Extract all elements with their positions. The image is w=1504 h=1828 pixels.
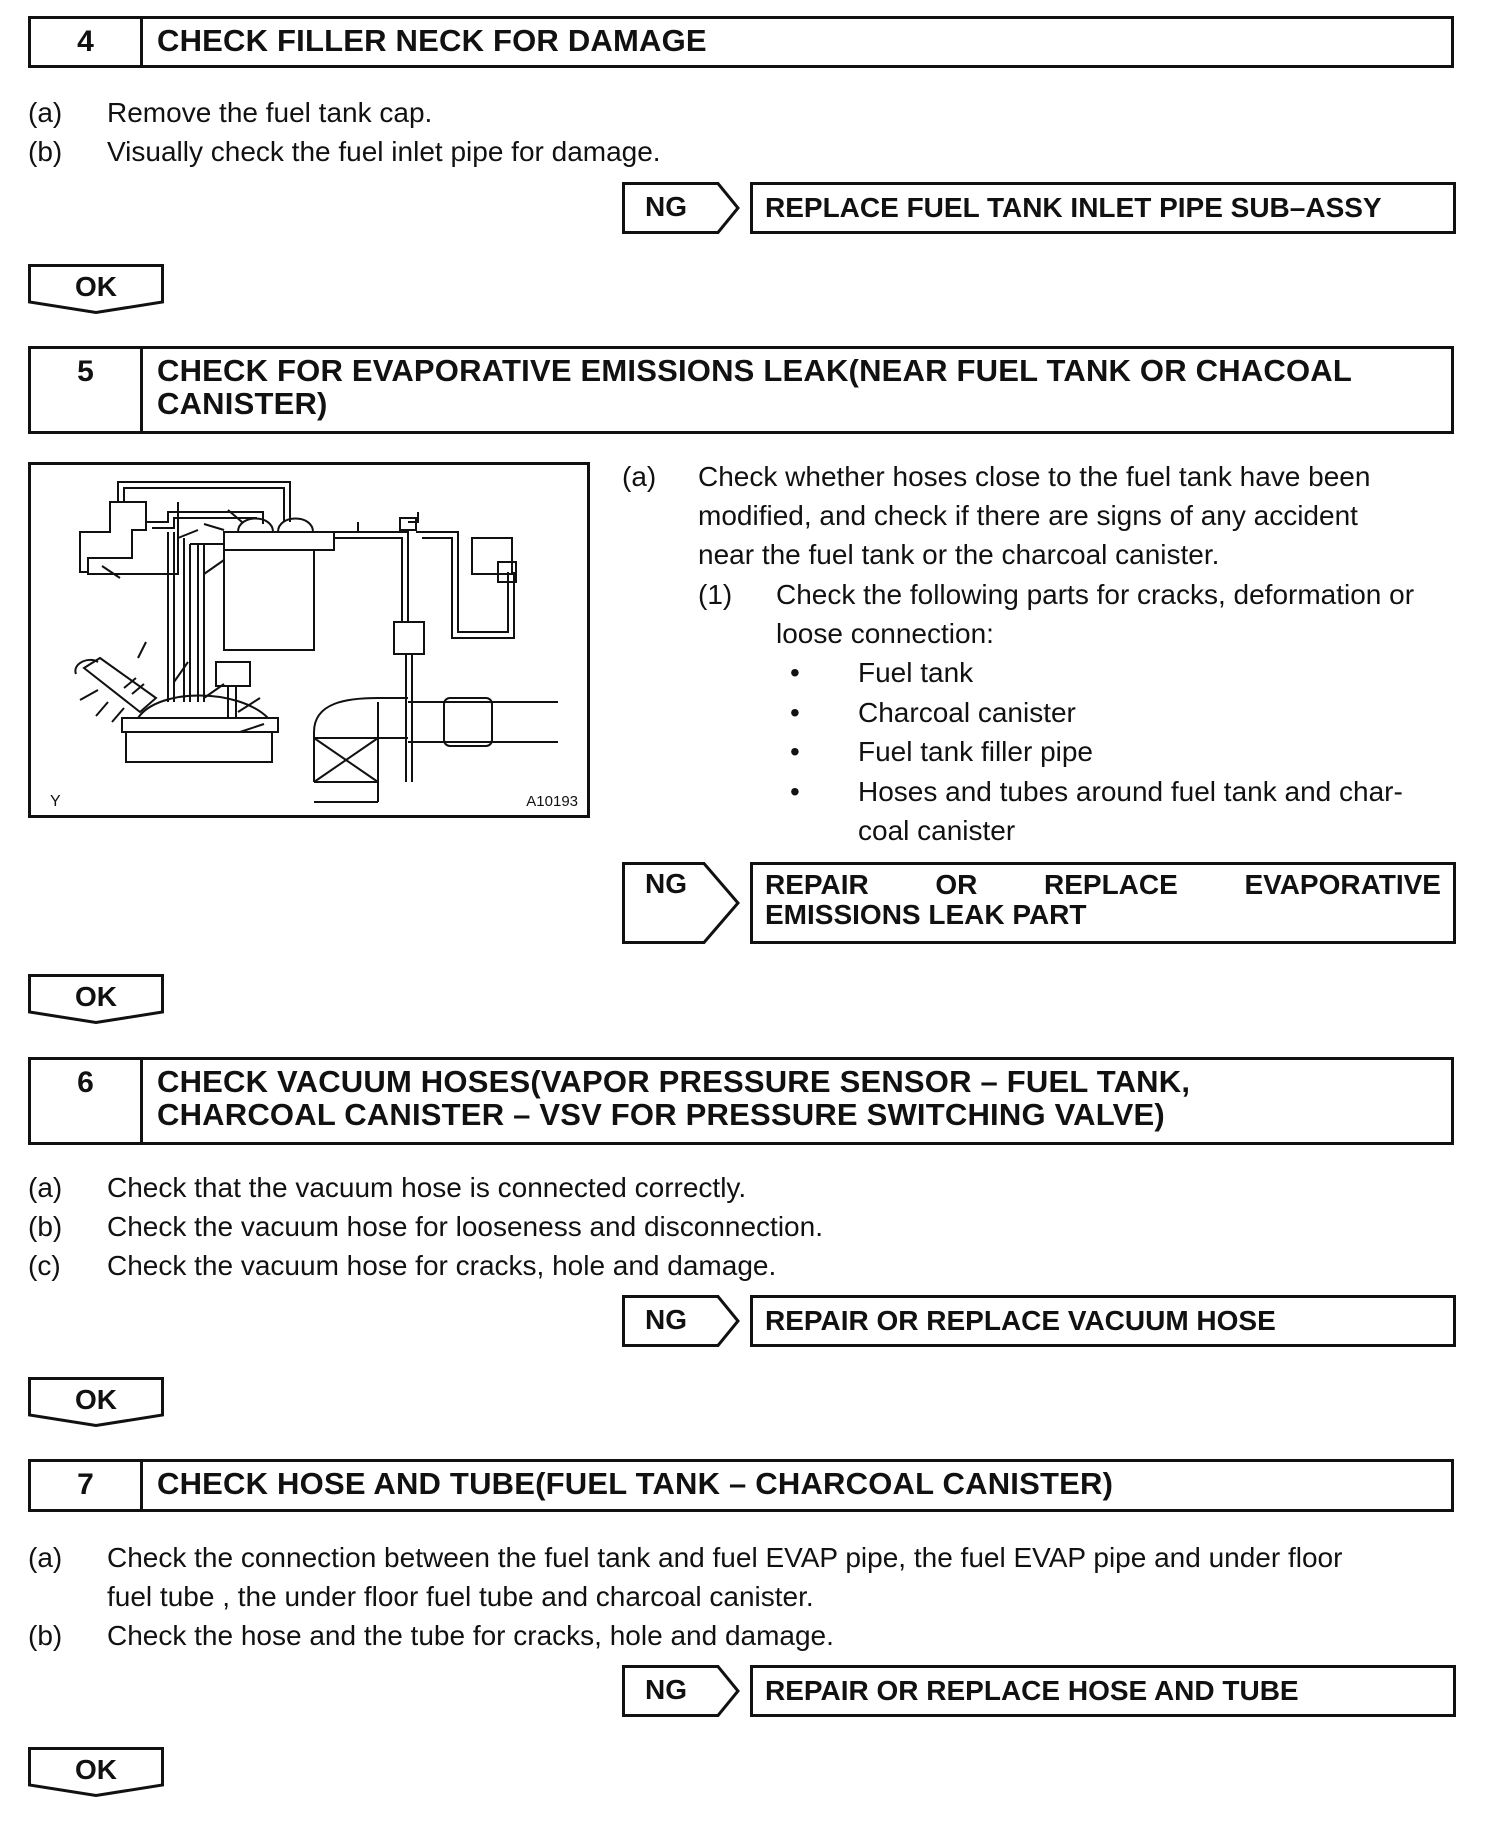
step-6-header <box>28 1057 1454 1145</box>
step-number: 5 <box>31 349 143 431</box>
figure-corner-label: Y <box>50 793 61 810</box>
item-text: Visually check the fuel inlet pipe for damage. <box>107 136 661 167</box>
bullet-icon: • <box>790 776 800 807</box>
step-number: 6 <box>31 1060 143 1142</box>
ok-result <box>28 264 164 314</box>
step-title-line: CHARCOAL CANISTER – VSV FOR PRESSURE SWITCHING VALVE) <box>157 1097 1165 1132</box>
item-label: (b) <box>28 1620 63 1651</box>
ng-result <box>622 182 1456 234</box>
evap-system-illustration <box>28 462 590 818</box>
item-text: Check the connection between the fuel tank and fuel EVAP pipe, the fuel EVAP pipe and under floor <box>107 1542 1343 1573</box>
ok-result <box>28 1377 164 1427</box>
ng-action: REPAIR OR REPLACE VACUUM HOSE <box>750 1295 1456 1347</box>
sub-item-label: (1) <box>698 579 733 610</box>
bullet-text: Fuel tank <box>858 657 974 688</box>
ng-arrow-box <box>622 862 740 944</box>
step-number: 7 <box>31 1462 143 1509</box>
sub-item-text: Check the following parts for cracks, deformation or <box>776 579 1415 610</box>
ng-label: NG <box>645 1674 687 1705</box>
bullet-icon: • <box>790 657 800 688</box>
ng-action: REPLACE FUEL TANK INLET PIPE SUB–ASSY <box>750 182 1456 234</box>
ng-label: NG <box>645 868 687 899</box>
item-label: (a) <box>28 97 63 128</box>
ng-result <box>622 862 1456 944</box>
sub-item-text: loose connection: <box>776 618 994 649</box>
item-text: Check whether hoses close to the fuel tank have been <box>698 461 1371 492</box>
ng-arrow-box <box>622 182 740 234</box>
item-text: Check that the vacuum hose is connected correctly. <box>107 1172 747 1203</box>
step-title-line: CHECK VACUUM HOSES(VAPOR PRESSURE SENSOR – FUEL TANK, <box>157 1064 1191 1099</box>
item-label: (a) <box>28 1542 63 1573</box>
ok-result <box>28 974 164 1024</box>
bullet-icon: • <box>790 736 800 767</box>
ok-label: OK <box>75 1754 117 1785</box>
ok-label: OK <box>75 1384 117 1415</box>
ng-action-line: EMISSIONS LEAK PART <box>765 899 1087 930</box>
item-text: near the fuel tank or the charcoal canister. <box>698 539 1220 570</box>
item-text: Check the vacuum hose for looseness and disconnection. <box>107 1211 823 1242</box>
ng-action-line <box>765 870 1441 900</box>
step-7-header <box>28 1459 1454 1512</box>
step-title-line: CANISTER) <box>157 386 328 421</box>
bullet-text: Fuel tank filler pipe <box>858 736 1094 767</box>
ok-label: OK <box>75 981 117 1012</box>
item-text: Check the hose and the tube for cracks, hole and damage. <box>107 1620 834 1651</box>
ng-arrow-box <box>622 1295 740 1347</box>
evap-system-figure <box>28 462 590 818</box>
ng-action: REPAIR OR REPLACE HOSE AND TUBE <box>750 1665 1456 1717</box>
step-title-line: CHECK FOR EVAPORATIVE EMISSIONS LEAK(NEAR FUEL TANK OR CHACOAL <box>157 353 1353 388</box>
step-title <box>143 1060 1451 1142</box>
bullet-text: coal canister <box>858 815 1016 846</box>
item-label: (b) <box>28 136 63 167</box>
ng-action <box>750 862 1456 944</box>
item-label: (c) <box>28 1250 61 1281</box>
item-label: (a) <box>28 1172 63 1203</box>
item-label: (a) <box>622 461 657 492</box>
ok-result <box>28 1747 164 1797</box>
item-text: modified, and check if there are signs of any accident <box>698 500 1358 531</box>
bullet-icon: • <box>790 697 800 728</box>
bullet-text: Charcoal canister <box>858 697 1076 728</box>
item-text: fuel tube , the under floor fuel tube and charcoal canister. <box>107 1581 814 1612</box>
ng-result <box>622 1295 1456 1347</box>
ng-result <box>622 1665 1456 1717</box>
step-5-header <box>28 346 1454 434</box>
step-title: CHECK FILLER NECK FOR DAMAGE <box>157 23 707 58</box>
bullet-text: Hoses and tubes around fuel tank and char- <box>858 776 1403 807</box>
step-title: CHECK HOSE AND TUBE(FUEL TANK – CHARCOAL CANISTER) <box>157 1466 1114 1501</box>
figure-id: A10193 <box>526 793 578 810</box>
step-4-header <box>28 16 1454 68</box>
step-number: 4 <box>31 19 143 65</box>
ng-label: NG <box>645 191 687 222</box>
ng-action-text: REPAIR OR REPLACE EVAPORATIVE <box>765 869 1441 900</box>
step-title <box>143 349 1451 431</box>
ok-label: OK <box>75 271 117 302</box>
item-text: Remove the fuel tank cap. <box>107 97 433 128</box>
ng-label: NG <box>645 1304 687 1335</box>
ng-arrow-box <box>622 1665 740 1717</box>
item-label: (b) <box>28 1211 63 1242</box>
item-text: Check the vacuum hose for cracks, hole and damage. <box>107 1250 777 1281</box>
